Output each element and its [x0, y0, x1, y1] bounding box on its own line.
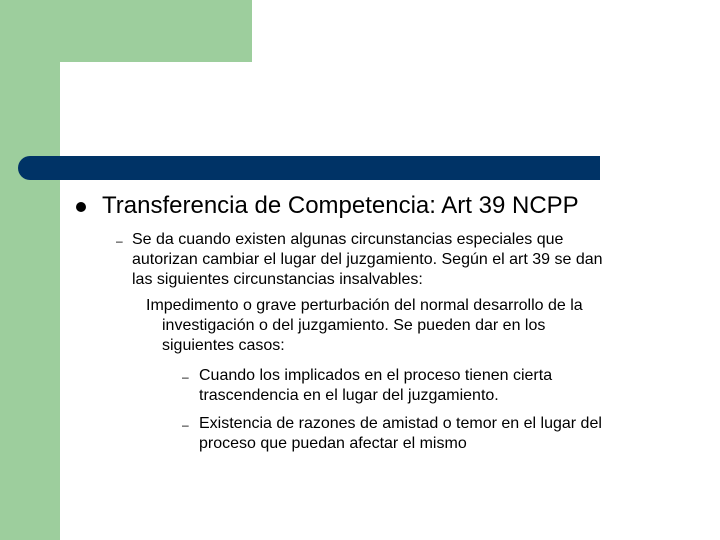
case-paragraph — [199, 414, 602, 454]
paragraph-line: autorizan cambiar el lugar del juzgamiento. Según el art 39 se dan — [132, 251, 603, 268]
impediment-paragraph — [146, 296, 583, 356]
paragraph-line: proceso que puedan afectar el mismo — [199, 435, 467, 452]
paragraph-line: Existencia de razones de amistad o temor en el lugar del — [199, 415, 602, 432]
level2-paragraph — [132, 230, 603, 290]
dash-bullet-icon: – — [116, 234, 123, 248]
dash-bullet-icon: – — [182, 370, 189, 384]
slide-heading: Transferencia de Competencia: Art 39 NCPP — [102, 192, 579, 219]
paragraph-line: Impedimento o grave perturbación del normal desarrollo de la — [146, 297, 583, 314]
paragraph-line: investigación o del juzgamiento. Se pueden dar en los — [162, 317, 546, 334]
case-paragraph — [199, 366, 552, 406]
paragraph-line: Se da cuando existen algunas circunstancias especiales que — [132, 231, 564, 248]
bullet-dot-icon — [76, 202, 86, 212]
paragraph-line: siguientes casos: — [162, 337, 285, 354]
paragraph-line: las siguientes circunstancias insalvables: — [132, 271, 423, 288]
paragraph-line: trascendencia en el lugar del juzgamiento. — [199, 387, 499, 404]
paragraph-line: Cuando los implicados en el proceso tienen cierta — [199, 367, 553, 384]
dash-bullet-icon: – — [182, 418, 189, 432]
